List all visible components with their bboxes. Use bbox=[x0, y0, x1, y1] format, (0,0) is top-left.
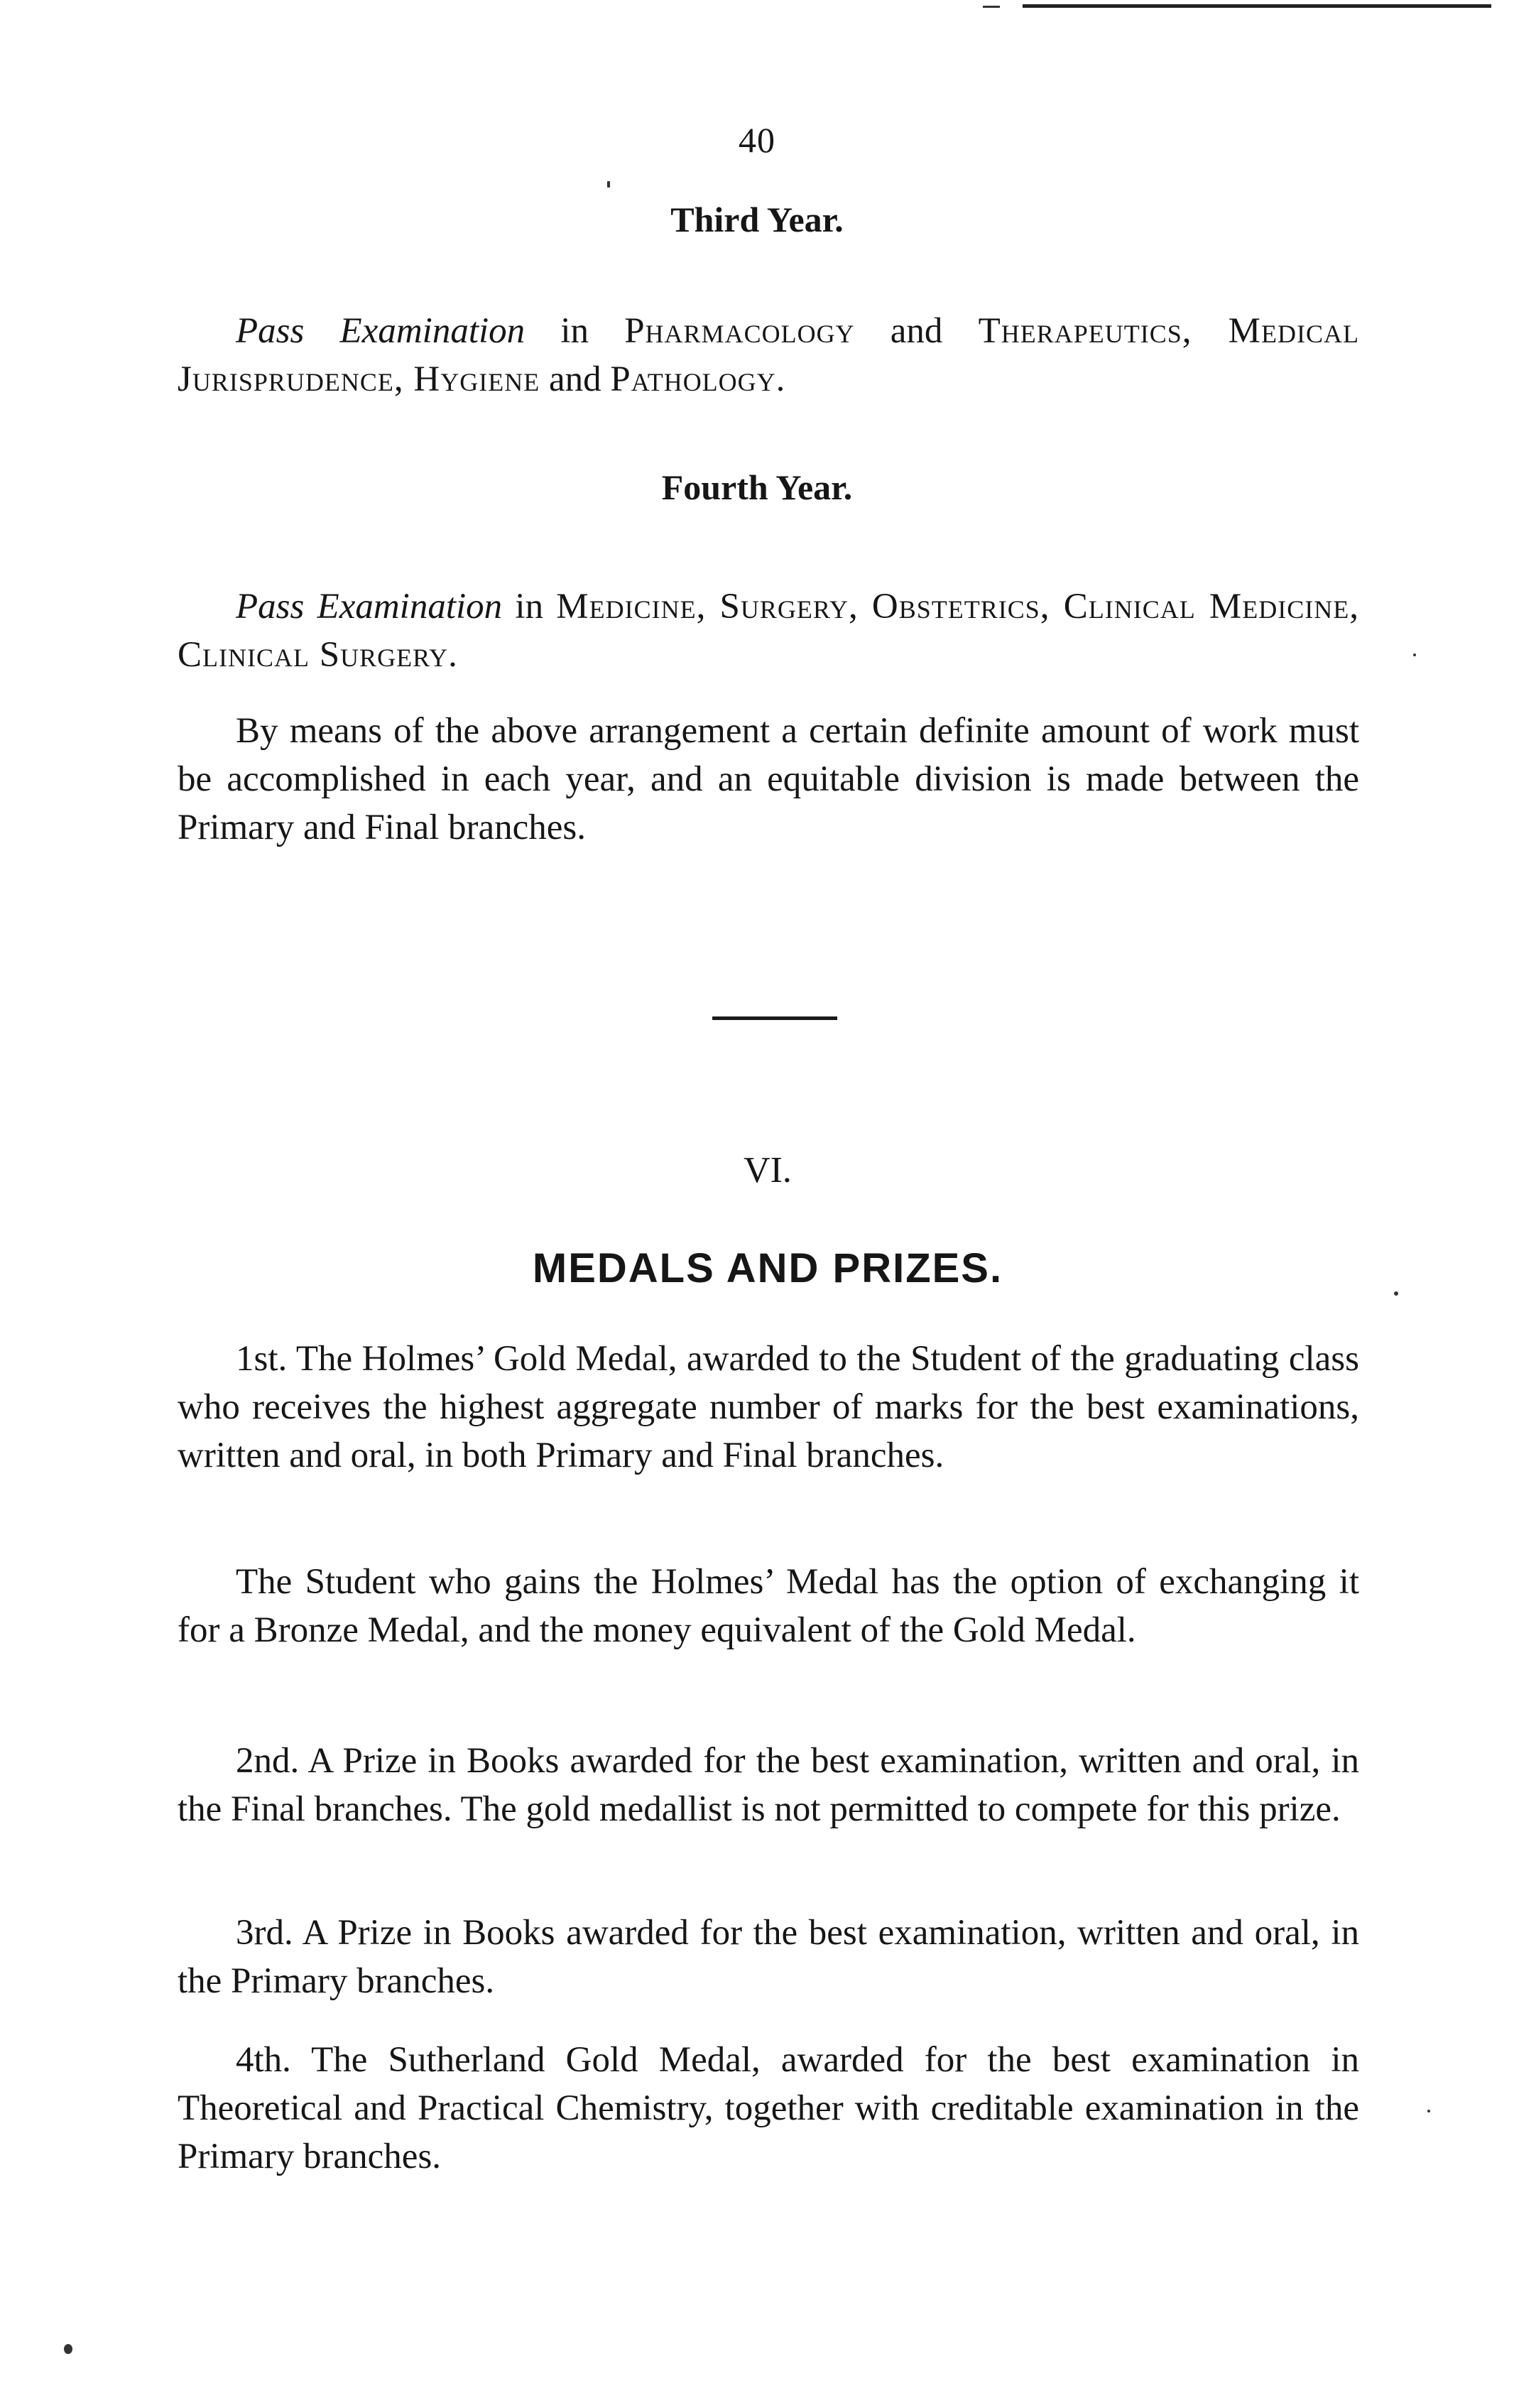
scan-speck bbox=[64, 2344, 72, 2354]
third-year-and-2: and bbox=[540, 359, 611, 399]
arrangement-paragraph: By means of the above arrangement a certain definite amount of work must be accomplished in each year, and an equitable division is made between the Primary and Final branches. bbox=[178, 711, 1359, 847]
fourth-year-subjects: Medicine, Surgery, Obstetrics, Clinical Medicine, Clinical Surgery. bbox=[178, 587, 1359, 675]
third-year-paragraph bbox=[178, 307, 1359, 403]
fourth-year-paragraph bbox=[178, 582, 1359, 679]
prize-books-primary: 3rd. A Prize in Books awarded for the best examination, written and oral, in the Primary branches. bbox=[178, 1913, 1359, 2001]
prize-holmes-option: The Student who gains the Holmes’ Medal has the option of exchanging it for a Bronze Medal, and the money equivalent of the Gold Medal. bbox=[178, 1562, 1359, 1650]
fourth-year-heading: Fourth Year. bbox=[661, 467, 853, 507]
third-year-heading: Third Year. bbox=[670, 200, 844, 239]
third-year-subjects-2: Therapeutics, Medical Jurisprudence, Hygiene bbox=[178, 311, 1359, 399]
scan-speck bbox=[1427, 2110, 1430, 2113]
prize-sutherland-medal: 4th. The Sutherland Gold Medal, awarded for the best examination in Theoretical and Practical Chemistry, together with creditable examination in the Primary branches. bbox=[178, 2040, 1359, 2176]
scan-speck bbox=[1394, 1291, 1398, 1296]
third-year-connector: in bbox=[525, 311, 625, 351]
scan-speck bbox=[1413, 653, 1416, 656]
prize-books-final: 2nd. A Prize in Books awarded for the best examination, written and oral, in the Final branches. The gold medallist is not permitted to compete for this prize. bbox=[178, 1741, 1359, 1829]
third-year-subjects-1: Pharmacology bbox=[624, 311, 855, 351]
fourth-year-connector: in bbox=[502, 587, 557, 627]
third-year-exam-label: Pass Examination bbox=[236, 311, 525, 351]
page-number: 40 bbox=[739, 120, 775, 160]
section-separator bbox=[712, 1016, 837, 1020]
scan-edge-rule bbox=[1023, 4, 1491, 8]
prize-holmes-medal: 1st. The Holmes’ Gold Medal, awarded to the Student of the graduating class who receives the highest aggregate number of marks for the best examinations, written and oral, in both Primary and Final branches. bbox=[178, 1339, 1359, 1475]
section-title: MEDALS AND PRIZES. bbox=[532, 1245, 1003, 1291]
third-year-subjects-3: Pathology. bbox=[610, 359, 786, 399]
third-year-and-1: and bbox=[854, 311, 979, 351]
scan-speck bbox=[607, 181, 610, 188]
scan-edge-rule-short bbox=[983, 6, 1000, 8]
fourth-year-exam-label: Pass Examination bbox=[236, 587, 503, 627]
section-numeral: VI. bbox=[744, 1150, 792, 1191]
